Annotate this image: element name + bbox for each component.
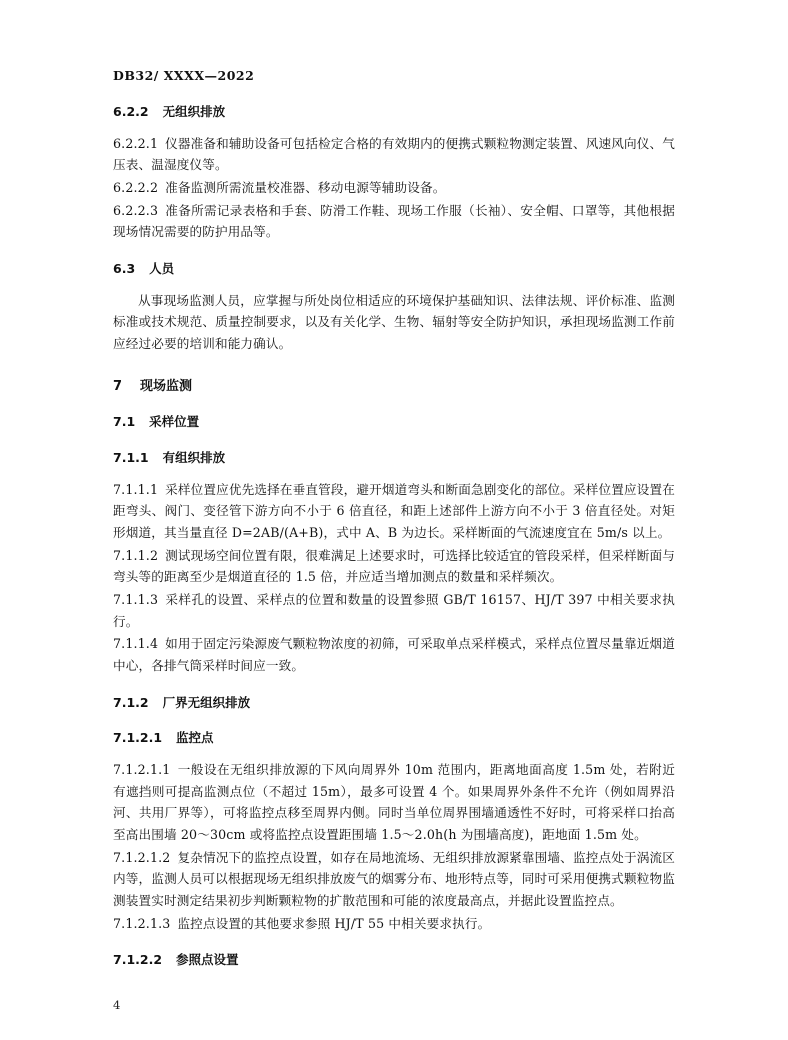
section-title: 监控点 [176,730,214,746]
section-number: 6.2.2 [113,104,149,119]
paragraph-text: 采样孔的设置、采样点的位置和数量的设置参照 GB/T 16157、HJ/T 397 中相关要求执行。 [113,592,675,629]
document-header: DB32/ XXXX—2022 [113,68,255,83]
section-number: 6.3 [113,261,136,277]
clause-number: 7.1.2.1.1 [113,762,171,778]
paragraph-text: 监控点设置的其他要求参照 HJ/T 55 中相关要求执行。 [177,915,491,931]
section-title: 参照点设置 [176,952,239,968]
paragraph [113,133,675,176]
paragraph-text: 仪器准备和辅助设备可包括检定合格的有效期内的便携式颗粒物测定装置、风速风向仪、气压表、温湿度仪等。 [113,135,675,173]
paragraph-text: 如用于固定污染源废气颗粒物浓度的初筛，可采取单点采样模式，采样点位置尽量靠近烟道中心，各排气筒采样时间应一致。 [113,636,675,673]
paragraph-text: 一般设在无组织排放源的下风向周界外 10m 范围内，距离地面高度 1.5m 处，若附近有遮挡则可提高监测点位（不超过 15m），最多可设置 4 个。如果周界外条件不允许（例如周界沿河、共用厂界等），可将监控点移至周界内侧。同时当单位周界围墙通透性不好时，可将采样口抬高至高出围墙 20～30cm 或将监控点设置距围墙 1.5～2.0h(h 为围墙高度)，距地面 1.5m 处。 [113,762,675,843]
clause-number: 6.2.2.1 [113,135,159,151]
paragraph-text: 准备所需记录表格和手套、防滑工作鞋、现场工作服（长袖）、安全帽、口罩等，其他根据现场情况需要的防护用品等。 [113,202,675,240]
section-heading [113,951,675,970]
paragraph [113,290,675,355]
section-heading [113,729,675,748]
section-title: 无组织排放 [162,104,226,119]
section-heading [113,413,675,432]
paragraph [113,200,675,243]
paragraph [113,759,675,846]
section-heading [113,260,675,279]
paragraph [113,633,675,676]
document-body [113,103,675,970]
clause-number: 7.1.2.1.3 [113,915,171,931]
section-number: 7.1.1 [113,450,149,465]
clause-number: 6.2.2.3 [113,202,159,218]
section-title: 有组织排放 [162,450,226,465]
paragraph-text: 复杂情况下的监控点设置，如存在局地流场、无组织排放源紧靠围墙、监控点处于涡流区内等，监测人员可以根据现场无组织排放废气的烟雾分布、地形特点等，同时可采用便携式颗粒物监测装置实时测定结果初步判断颗粒物的扩散范围和可能的浓度最高点，并据此设置监控点。 [113,849,675,909]
page-number: 4 [113,998,121,1012]
clause-number: 7.1.1.2 [113,547,159,563]
paragraph-text: 测试现场空间位置有限，很难满足上述要求时，可选择比较适宜的管段采样，但采样断面与弯头等的距离至少是烟道直径的 1.5 倍，并应适当增加测点的数量和采样频次。 [113,547,675,585]
section-number: 7.1.2 [113,694,149,710]
paragraph [113,479,675,544]
paragraph-text: 从事现场监测人员，应掌握与所处岗位相适应的环境保护基础知识、法律法规、评价标准、监测标准或技术规范、质量控制要求，以及有关化学、生物、辐射等安全防护知识，承担现场监测工作前应经过必要的培训和能力确认。 [113,292,675,352]
clause-number: 7.1.2.1.2 [113,849,171,865]
section-number: 7.1.2.2 [113,952,163,968]
clause-number: 7.1.1.4 [113,636,159,652]
section-number: 7.1 [113,414,136,430]
paragraph-text: 准备监测所需流量校准器、移动电源等辅助设备。 [165,180,446,196]
section-heading [113,449,675,468]
clause-number: 7.1.1.3 [113,592,159,608]
section-title: 采样位置 [149,414,200,430]
section-title: 厂界无组织排放 [162,694,251,710]
paragraph [113,545,675,588]
section-heading [113,103,675,122]
section-heading [113,694,675,713]
section-number: 7 [113,378,123,394]
page-content [113,68,675,981]
section-title: 现场监测 [140,378,193,394]
clause-number: 7.1.1.1 [113,481,159,497]
section-number: 7.1.2.1 [113,730,163,746]
section-title: 人员 [149,261,175,277]
paragraph [113,913,675,935]
section-heading [113,377,675,397]
clause-number: 6.2.2.2 [113,180,159,196]
paragraph [113,589,675,632]
paragraph-text: 采样位置应优先选择在垂直管段，避开烟道弯头和断面急剧变化的部位。采样位置应设置在距弯头、阀门、变径管下游方向不小于 6 倍直径，和距上述部件上游方向不小于 3 倍直径处。对矩形烟道，其当量直径 D=2AB/(A+B)，式中 A、B 为边长。采样断面的气流速度宜在 5m/s 以上。 [113,481,675,541]
paragraph [113,177,675,199]
paragraph [113,847,675,912]
